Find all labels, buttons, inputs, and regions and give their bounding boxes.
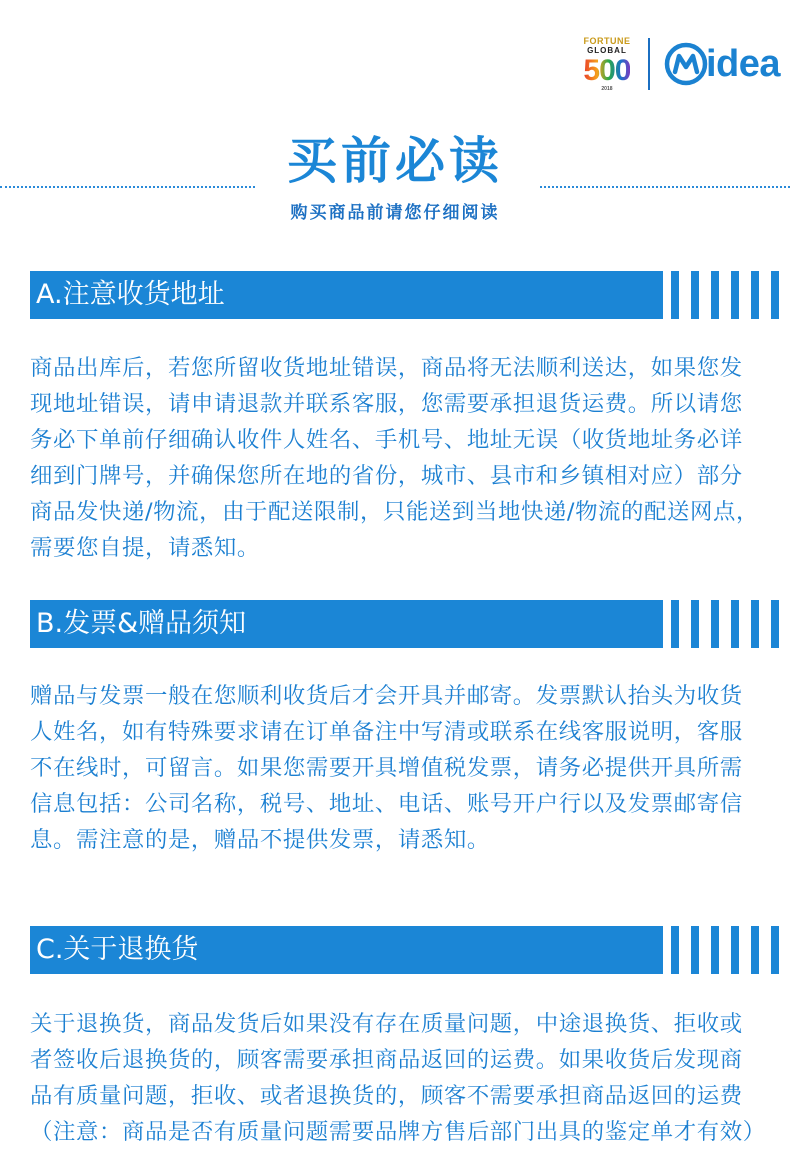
fortune-logo-line2: GLOBAL [587,45,627,55]
section-b-body: 赠品与发票一般在您顺利收货后才会开具并邮寄。发票默认抬头为收货人姓名，如有特殊要求请在订单备注中写清或联系在线客服说明，客服不在线时，可留言。如果您需要开具增值税发票，请务必提供开具所需信息包括：公司名称，税号、地址、电话、账号开户行以及发票邮寄信息。需注意的是，赠品不提供发票，请悉知。 [30,683,743,853]
fortune-logo-line1: FORTUNE [583,35,631,46]
section-b-banner [30,600,790,648]
header-logos [578,30,780,98]
fortune-global-500-logo [578,37,636,92]
logo-divider [648,38,650,90]
section-a-heading: A.注意收货地址 [30,271,663,319]
section-a-body: 商品出库后，若您所留收货地址错误，商品将无法顺利送达，如果您发现地址错误，请申请退款并联系客服，您需要承担退货运费。所以请您务必下单前仔细确认收件人姓名、手机号、地址无误（收货地址务必详细到门牌号，并确保您所在地的省份，城市、县市和乡镇相对应）部分商品发快递/物流，由于配送限制，只能送到当地快递/物流的配送网点，需要您自提，请悉知。 [30,355,759,561]
midea-m-icon [664,42,708,86]
title-divider-left [0,186,255,188]
fortune-logo-year: 2018 [601,85,613,92]
section-a-banner [30,271,790,319]
section-c-body: 关于退换货，商品发货后如果没有存在质量问题，中途退换货、拒收或者签收后退换货的，顾客需要承担商品返回的运费。如果收货后发现商品有质量问题，拒收、或者退换货的，顾客不需要承担商品返回的运费（注意：商品是否有质量问题需要品牌方售后部门出具的鉴定单才有效） [30,1011,766,1145]
section-c-stripes [671,926,790,974]
midea-logo-text: idea [705,42,780,85]
page-title: 买前必读 [287,132,503,190]
section-c-heading: C.关于退换货 [30,926,663,974]
section-b-stripes [671,600,790,648]
section-a-stripes [671,271,790,319]
title-divider-right [540,186,790,188]
section-b-heading: B.发票&赠品须知 [30,600,663,648]
section-c-banner [30,926,790,974]
fortune-logo-number: 500 [583,53,631,87]
midea-logo [664,42,780,86]
page-subtitle: 购买商品前请您仔细阅读 [290,203,500,223]
